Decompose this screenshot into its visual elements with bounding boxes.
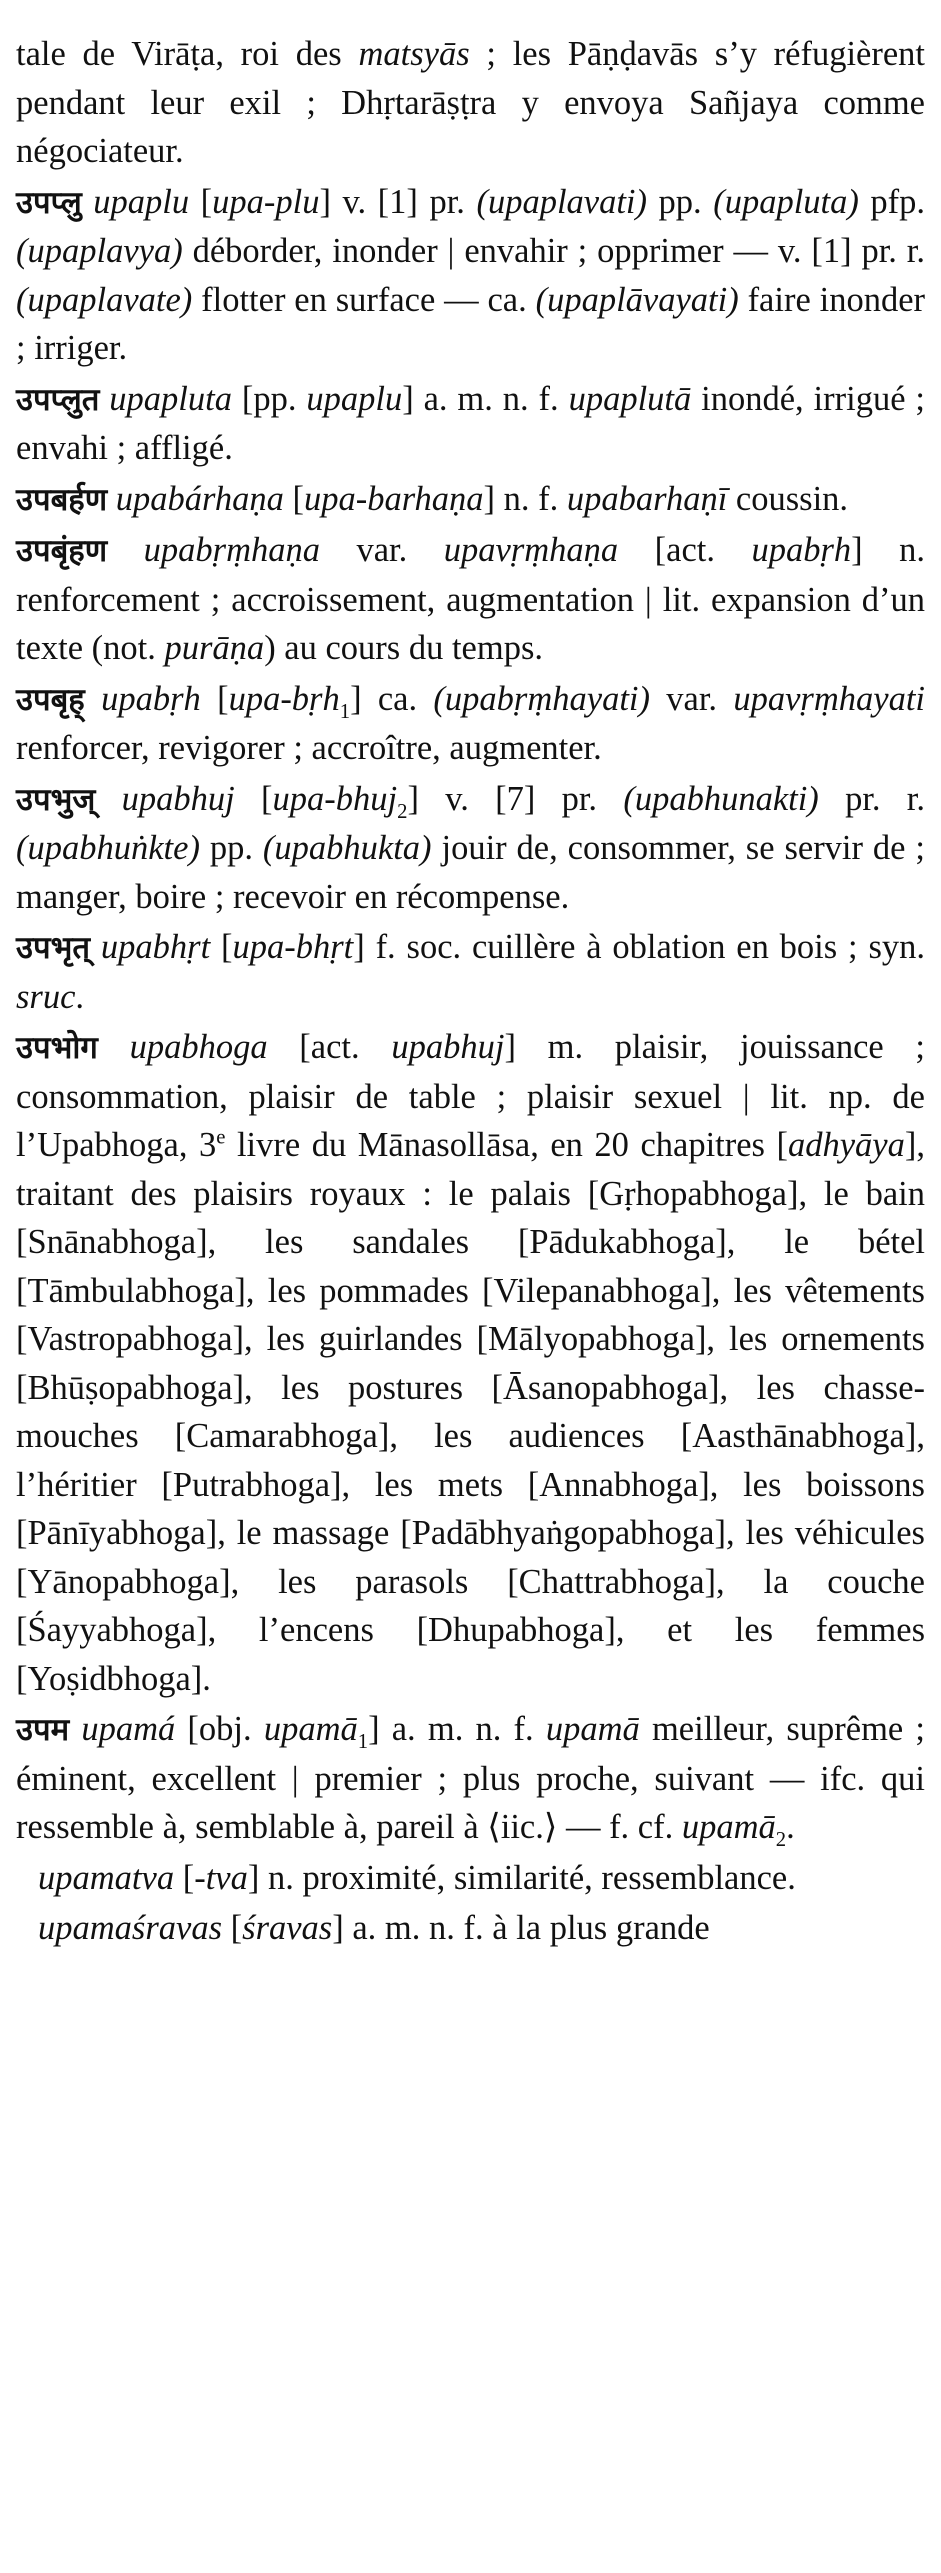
- superscript: e: [216, 1126, 226, 1149]
- entry-text: ] a. m. n. f. à la plus grande: [332, 1909, 710, 1947]
- entry-text: déborder, inonder | envahir ; opprimer — v. [1] pr. r.: [182, 232, 925, 270]
- entry-text: renforcer, revigorer ; accroître, augmenter.: [16, 729, 602, 767]
- entry-text: tale de Virāṭa, roi des: [16, 35, 359, 73]
- italic-term: upapluta: [109, 379, 232, 418]
- italic-term: upamatva: [38, 1858, 175, 1897]
- entry-text: ) au cours du temps.: [264, 629, 544, 667]
- entry-text: var.: [649, 679, 734, 718]
- entry-text: ] f. soc. cuillère à oblation en bois ; syn.: [353, 928, 925, 966]
- italic-term: upabhṛt: [100, 928, 211, 966]
- italic-term: upabhuj: [121, 779, 235, 818]
- entry-text: [act.: [618, 531, 752, 569]
- entry-text: [: [174, 1858, 195, 1897]
- italic-term: upaplutā: [568, 379, 692, 418]
- italic-term: upabṛh: [101, 679, 201, 718]
- italic-term: upavṛṃhayati: [733, 679, 925, 718]
- headword-devanagari: उपभृत्: [16, 930, 91, 966]
- entry-text: .: [786, 1808, 795, 1846]
- italic-term: upamá: [81, 1710, 176, 1748]
- italic-term: (upapluta): [713, 182, 859, 221]
- entry-upamasravas: [16, 1904, 925, 1953]
- italic-term: (upaplavati): [476, 182, 647, 221]
- entry-upamatva: [16, 1854, 925, 1903]
- entry-text: [: [210, 928, 233, 966]
- entry-upabrh: [16, 675, 925, 773]
- dictionary-entries: [16, 30, 925, 1953]
- entry-text: coussin.: [727, 479, 849, 518]
- italic-term: (upaplavya): [16, 232, 183, 270]
- entry-text: [107, 531, 143, 569]
- headword-devanagari: उपभुज्: [16, 781, 96, 818]
- entry-text: flotter en surface — ca.: [192, 280, 536, 319]
- entry-text: [82, 183, 94, 221]
- entry-text: livre du Mānasollāsa, en 20 chapitres [: [225, 1126, 788, 1164]
- entry-text: faire inonder ; irriger.: [16, 280, 926, 367]
- entry-text: [: [189, 182, 213, 221]
- italic-term: sruc: [16, 977, 76, 1016]
- italic-term: upamā: [681, 1808, 776, 1846]
- entry-upapluta: [16, 375, 925, 473]
- entry-text: ; les Pāṇḍavās s’y réfugièrent pendant leur exil ; Dhṛtarāṣṭra y envoya Sañjaya comme négociateur.: [16, 35, 925, 170]
- entry-upaplu: [16, 178, 925, 373]
- italic-term: upabṛh: [751, 531, 852, 569]
- entry-text: ] n. f.: [483, 479, 567, 518]
- entry-text: [act.: [267, 1028, 392, 1066]
- entry-text: ] v. [1] pr.: [319, 182, 477, 221]
- entry-text: pfp.: [858, 182, 926, 221]
- italic-term: upamā: [263, 1710, 358, 1748]
- entry-text: [: [222, 1909, 243, 1947]
- headword-devanagari: उपबृह्: [16, 681, 85, 718]
- italic-term: matsyās: [358, 35, 470, 73]
- entry-text: [98, 1028, 130, 1066]
- headword-devanagari: उपप्लुत: [16, 381, 100, 418]
- italic-term: upaplu: [93, 182, 190, 221]
- italic-term: upamā: [545, 1710, 640, 1748]
- entry-text: [95, 780, 121, 818]
- entry-text: jouir de, consommer, se servir de ; manger, boire ; recevoir en récompense.: [16, 829, 925, 916]
- italic-term: (upabṛṃhayati): [433, 679, 650, 718]
- entry-text: pr. r.: [818, 779, 925, 818]
- italic-term: upa-bhuj: [272, 779, 398, 818]
- italic-term: śravas: [242, 1909, 333, 1947]
- italic-term: upa-barhaṇa: [303, 479, 484, 518]
- entry-text: pp.: [199, 829, 263, 867]
- entry-upabrmhana: [16, 526, 925, 673]
- entry-text: pp.: [647, 182, 714, 221]
- entry-text: [90, 928, 101, 966]
- italic-term: upabarhaṇī: [566, 479, 728, 518]
- entry-text: var.: [320, 531, 444, 569]
- entry-upama: [16, 1705, 925, 1852]
- entry-text: [69, 1710, 81, 1748]
- entry-text: [: [283, 479, 304, 518]
- italic-term: upabhoga: [129, 1028, 268, 1066]
- italic-term: upa-bṛh: [228, 679, 340, 718]
- entry-text: ] n. renforcement ; accroissement, augmentation | lit. expansion d’un texte (not.: [16, 531, 925, 667]
- subscript-index: 2: [775, 1828, 787, 1851]
- italic-term: purāṇa: [164, 629, 265, 667]
- entry-upabarhana: [16, 475, 925, 525]
- italic-term: adhyāya: [787, 1126, 905, 1164]
- entry-text: meilleur, suprême ; éminent, excellent | premier ; plus proche, suivant — ifc. qui ressemble à, semblable à, pareil à ⟨iic.⟩ — f. cf.: [16, 1710, 925, 1846]
- subscript-index: 1: [339, 700, 351, 723]
- italic-term: (upabhukta): [262, 829, 432, 867]
- subscript-index: 1: [357, 1730, 369, 1753]
- entry-upabhrt: [16, 923, 925, 1021]
- entry-text: ] a. m. n. f.: [402, 379, 569, 418]
- entry-text: [obj.: [175, 1710, 264, 1748]
- italic-term: upabárhaṇa: [115, 479, 284, 518]
- headword-devanagari: उपम: [16, 1712, 70, 1748]
- entry-text: ] ca.: [350, 679, 434, 718]
- entry-text: [85, 680, 101, 718]
- entry-text: ] m. plaisir, jouissance ; consommation, plaisir de table ; plaisir sexuel | lit. np. de l’Upabhoga, 3: [16, 1028, 925, 1164]
- headword-devanagari: उपबर्हण: [16, 481, 108, 518]
- italic-term: -tva: [194, 1858, 248, 1897]
- entry-text: ] a. m. n. f.: [368, 1710, 546, 1748]
- entry-text: [99, 380, 109, 418]
- italic-term: upaplu: [306, 379, 403, 418]
- entry-upabhuj: [16, 775, 925, 922]
- entry-upabhoga: [16, 1023, 925, 1703]
- italic-term: (upabhunakti): [623, 779, 819, 818]
- headword-devanagari: उपभोग: [16, 1030, 98, 1066]
- subscript-index: 2: [397, 800, 408, 823]
- entry-text: [: [200, 679, 229, 718]
- entry-text: [: [234, 779, 273, 818]
- italic-term: (upaplāvayati): [535, 280, 739, 319]
- italic-term: upabhuj: [391, 1028, 505, 1066]
- entry-text: ], traitant des plaisirs royaux : le palais [Gṛhopabhoga], le bain [Snānabhoga], les sandales [Pādukabhoga], le bétel [Tāmbulabhoga], les pommades [Vilepanabhoga], les vêtements [Vastropabhoga], les guirlandes [Mālyopabhoga], les ornements [Bhūṣopabhoga], les postures [Āsanopabhoga], les chasse-mouches [Camarabhoga], les audiences [Aasthānabhoga], l’héritier [Putrabhoga], les mets [Annabhoga], les boissons [Pānīyabhoga], le massage [Padābhyaṅgopabhoga], les véhicules [Yānopabhoga], les parasols [Chattrabhoga], la couche [Śayyabhoga], l’encens [Dhupabhoga], et les femmes [Yoṣidbhoga].: [16, 1126, 925, 1698]
- italic-term: upabṛṃhaṇa: [143, 531, 320, 569]
- italic-term: upa-bhṛt: [232, 928, 354, 966]
- entry-text: .: [75, 977, 85, 1016]
- entry-text: [107, 480, 116, 518]
- entry-virata-tail: [16, 30, 925, 176]
- italic-term: upa-plu: [212, 182, 320, 221]
- italic-term: upamaśravas: [38, 1909, 223, 1947]
- italic-term: (upaplavate): [16, 280, 193, 319]
- italic-term: upavṛṃhaṇa: [443, 531, 619, 569]
- entry-text: ] n. proximité, similarité, ressemblance.: [247, 1858, 796, 1897]
- italic-term: (upabhuṅkte): [16, 829, 200, 867]
- headword-devanagari: उपबृंहण: [16, 533, 108, 569]
- headword-devanagari: उपप्लु: [16, 184, 82, 221]
- entry-text: [pp.: [231, 379, 307, 418]
- entry-text: ] v. [7] pr.: [407, 779, 624, 818]
- entry-text: inondé, irrigué ; envahi ; affligé.: [16, 379, 925, 467]
